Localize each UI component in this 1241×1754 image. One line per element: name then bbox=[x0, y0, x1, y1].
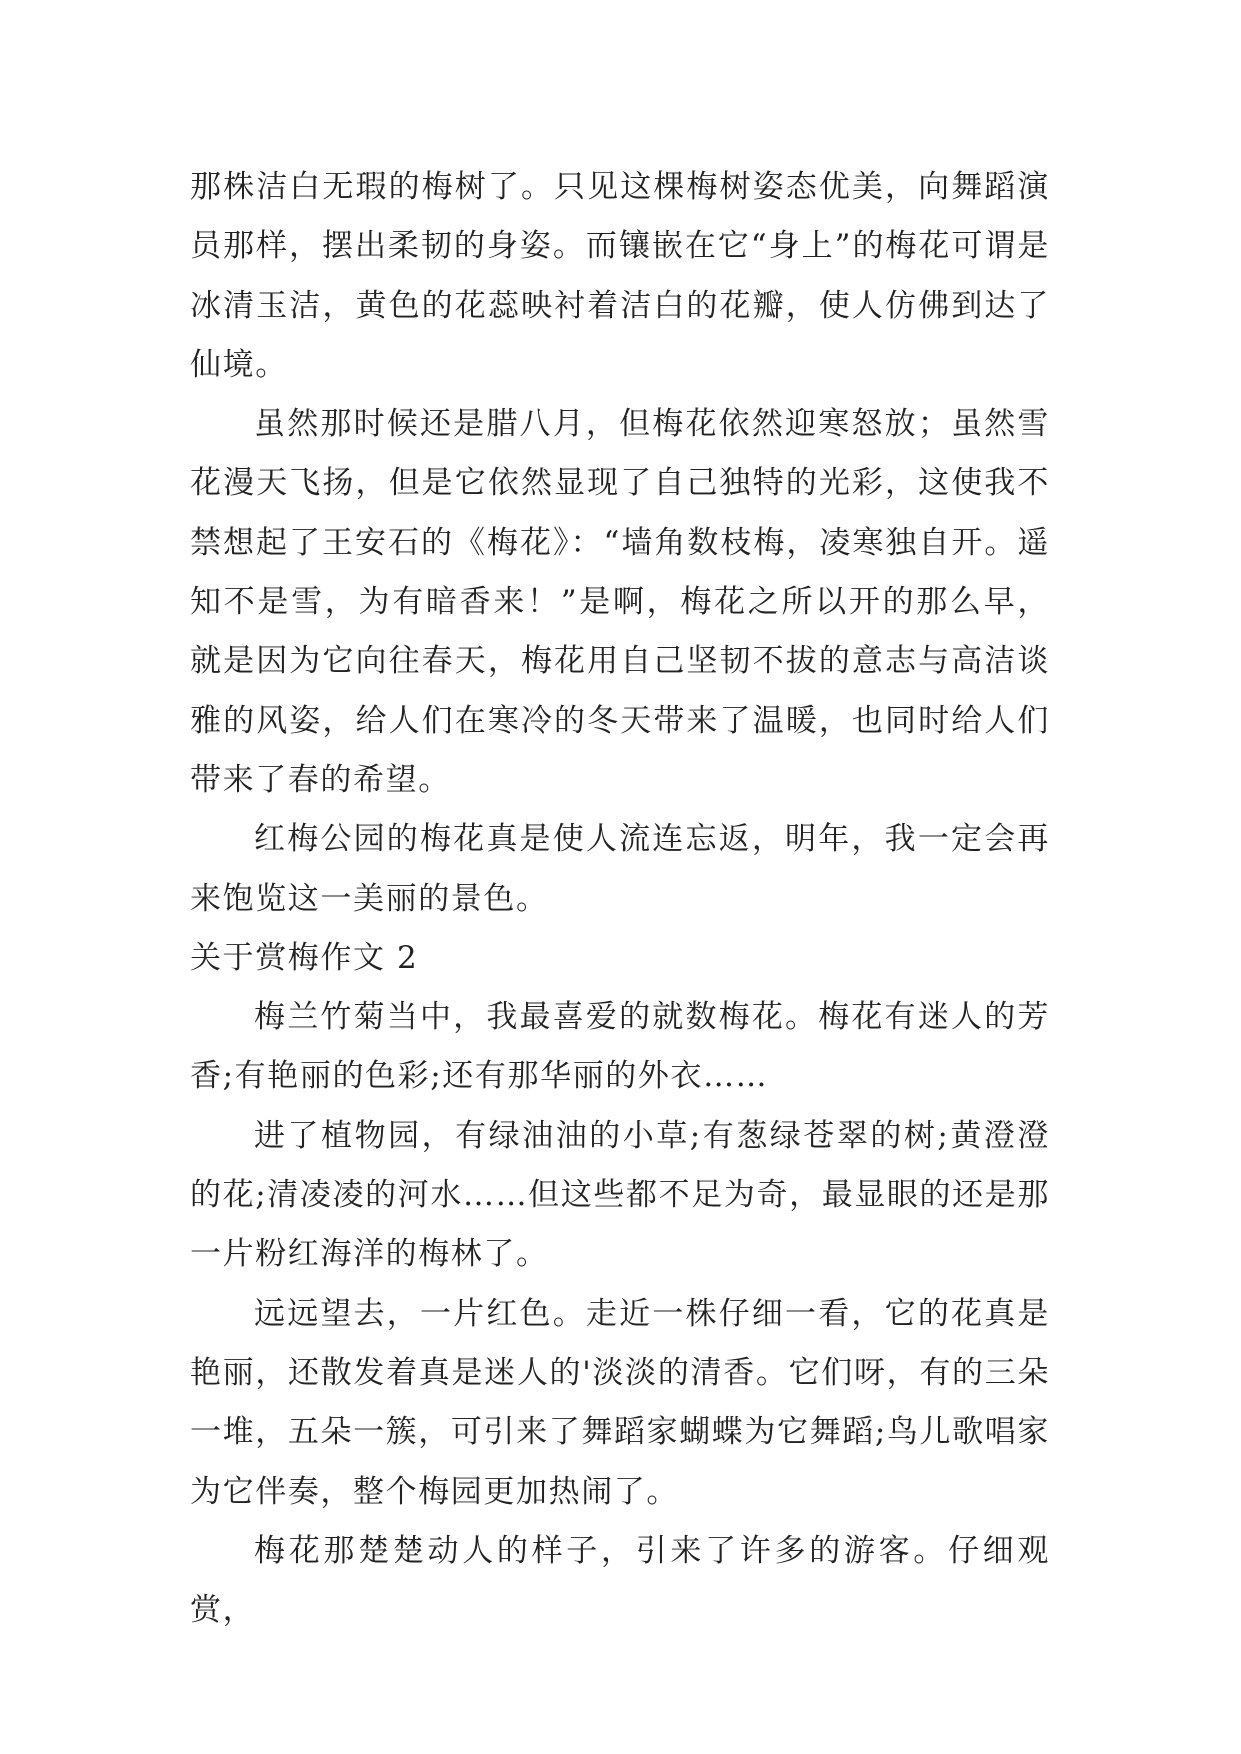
paragraph-2: 虽然那时候还是腊八月，但梅花依然迎寒怒放；虽然雪花漫天飞扬，但是它依然显现了自己独特的光彩，这使我不禁想起了王安石的《梅花》：“墙角数枝梅，凌寒独自开。遥知不是雪，为有暗香来！”是啊，梅花之所以开的那么早，就是因为它向往春天，梅花用自己坚韧不拔的意志与高洁谈雅的风姿，给人们在寒冷的冬天带来了温暖，也同时给人们带来了春的希望。 bbox=[190, 406, 1050, 798]
paragraph-5: 进了植物园，有绿油油的小草;有葱绿苍翠的树;黄澄澄的花;清凌凌的河水……但这些都不足为奇，最显眼的还是那一片粉红海洋的梅林了。 bbox=[190, 1117, 1050, 1273]
paragraph-1: 那株洁白无瑕的梅树了。只见这棵梅树姿态优美，向舞蹈演员那样，摆出柔韧的身姿。而镶嵌在它“身上”的梅花可谓是冰清玉洁，黄色的花蕊映衬着洁白的花瓣，使人仿佛到达了仙境。 bbox=[190, 169, 1050, 383]
document-body bbox=[190, 158, 1050, 1640]
paragraph-6: 远远望去，一片红色。走近一株仔细一看，它的花真是艳丽，还散发着真是迷人的'淡淡的清香。它们呀，有的三朵一堆，五朵一簇，可引来了舞蹈家蝴蝶为它舞蹈;鸟儿歌唱家为它伴奏，整个梅园更加热闹了。 bbox=[190, 1295, 1050, 1510]
paragraph-3: 红梅公园的梅花真是使人流连忘返，明年，我一定会再来饱览这一美丽的景色。 bbox=[190, 821, 1050, 917]
paragraph-7: 梅花那楚楚动人的样子，引来了许多的游客。仔细观赏， bbox=[190, 1532, 1050, 1629]
section-heading: 关于赏梅作文 2 bbox=[190, 939, 419, 976]
paragraph-4: 梅兰竹菊当中，我最喜爱的就数梅花。梅花有迷人的芳香;有艳丽的色彩;还有那华丽的外衣…… bbox=[190, 999, 1050, 1095]
